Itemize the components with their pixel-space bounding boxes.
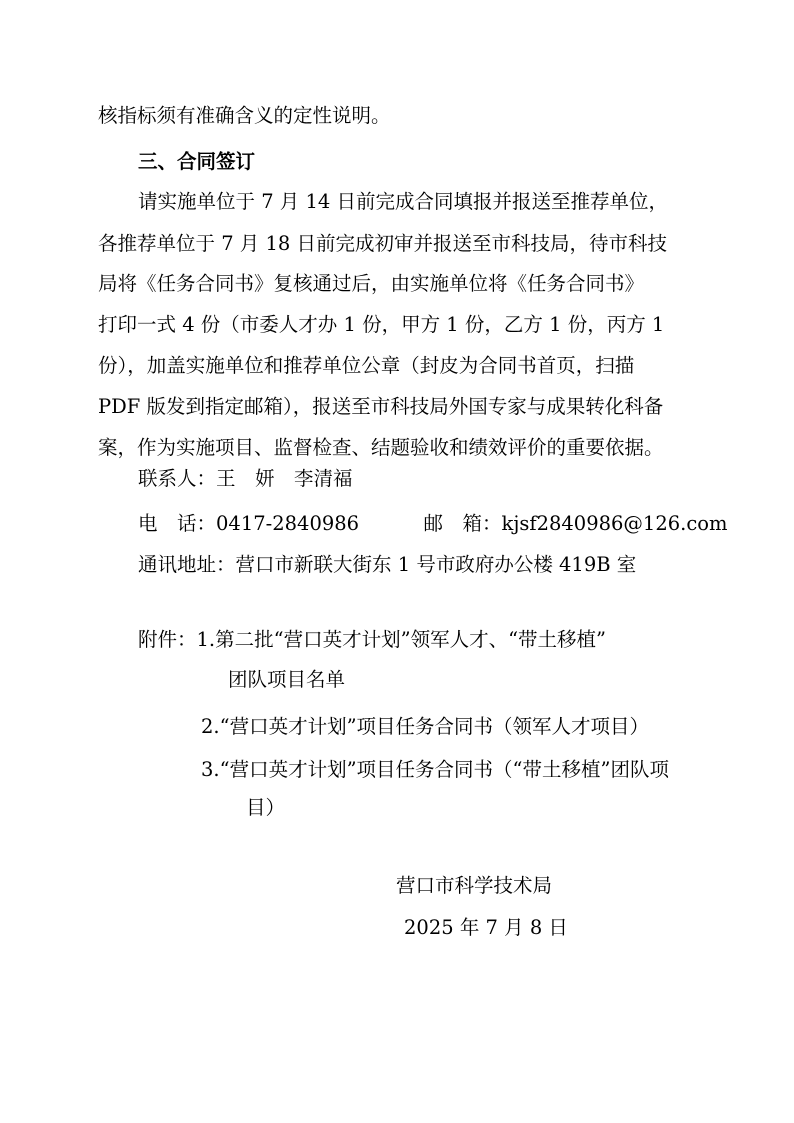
attachment-3 <box>201 754 669 786</box>
attachment-2 <box>201 711 649 743</box>
issuing-organization: 营口市科学技术局 <box>396 874 553 897</box>
paragraph-tail: 核指标须有准确含义的定性说明。 <box>98 104 391 127</box>
address-text: 营口市新联大街东 1 号市政府办公楼 419B 室 <box>235 553 637 576</box>
phone-email-line <box>138 508 728 540</box>
phone-number: 0417-2840986 <box>216 512 360 535</box>
attachment-1 <box>138 624 606 656</box>
address-label: 通讯地址： <box>138 553 236 576</box>
attachment-number: 3. <box>201 758 220 781</box>
attachment-title: “营口英才计划”项目任务合同书（“带土移植”团队项 <box>219 758 669 781</box>
attachments-label: 附件： <box>138 628 197 651</box>
contract-paragraph-line: 请实施单位于 7 月 14 日前完成合同填报并报送至推荐单位， <box>138 190 669 213</box>
contract-paragraph-line: 打印一式 4 份（市委人才办 1 份，甲方 1 份，乙方 1 份，丙方 1 <box>98 313 665 336</box>
contract-paragraph-line: 份），加盖实施单位和推荐单位公章（封皮为合同书首页，扫描 <box>98 354 635 377</box>
section-heading: 三、合同签订 <box>138 150 256 173</box>
email-label: 邮 箱： <box>423 512 502 535</box>
attachment-number: 1. <box>196 628 216 651</box>
attachment-number: 2. <box>201 715 220 738</box>
attachment-title: “营口英才计划”项目任务合同书（领军人才项目） <box>219 715 650 738</box>
address-line <box>138 549 636 581</box>
contract-paragraph-line: 案，作为实施项目、监督检查、结题验收和绩效评价的重要依据。 <box>98 436 664 459</box>
email-address[interactable]: kjsf2840986@126.com <box>501 512 728 535</box>
issue-date: 2025 年 7 月 8 日 <box>404 916 568 939</box>
phone-label: 电 话： <box>138 512 217 535</box>
contact-names: 王 妍 李清福 <box>216 467 353 490</box>
attachment-title-continued: 团队项目名单 <box>228 668 346 691</box>
contact-label: 联系人： <box>138 467 217 490</box>
contract-paragraph-line: 局将《任务合同书》复核通过后，由实施单位将《任务合同书》 <box>98 272 645 295</box>
attachment-title-continued: 目） <box>246 796 286 819</box>
attachment-title: 第二批“营口英才计划”领军人才、“带土移植” <box>215 628 607 651</box>
contact-line <box>138 463 353 495</box>
contract-paragraph-line: PDF 版发到指定邮箱），报送至市科技局外国专家与成果转化科备 <box>98 395 664 418</box>
contract-paragraph-line: 各推荐单位于 7 月 18 日前完成初审并报送至市科技局，待市科技 <box>98 232 668 255</box>
